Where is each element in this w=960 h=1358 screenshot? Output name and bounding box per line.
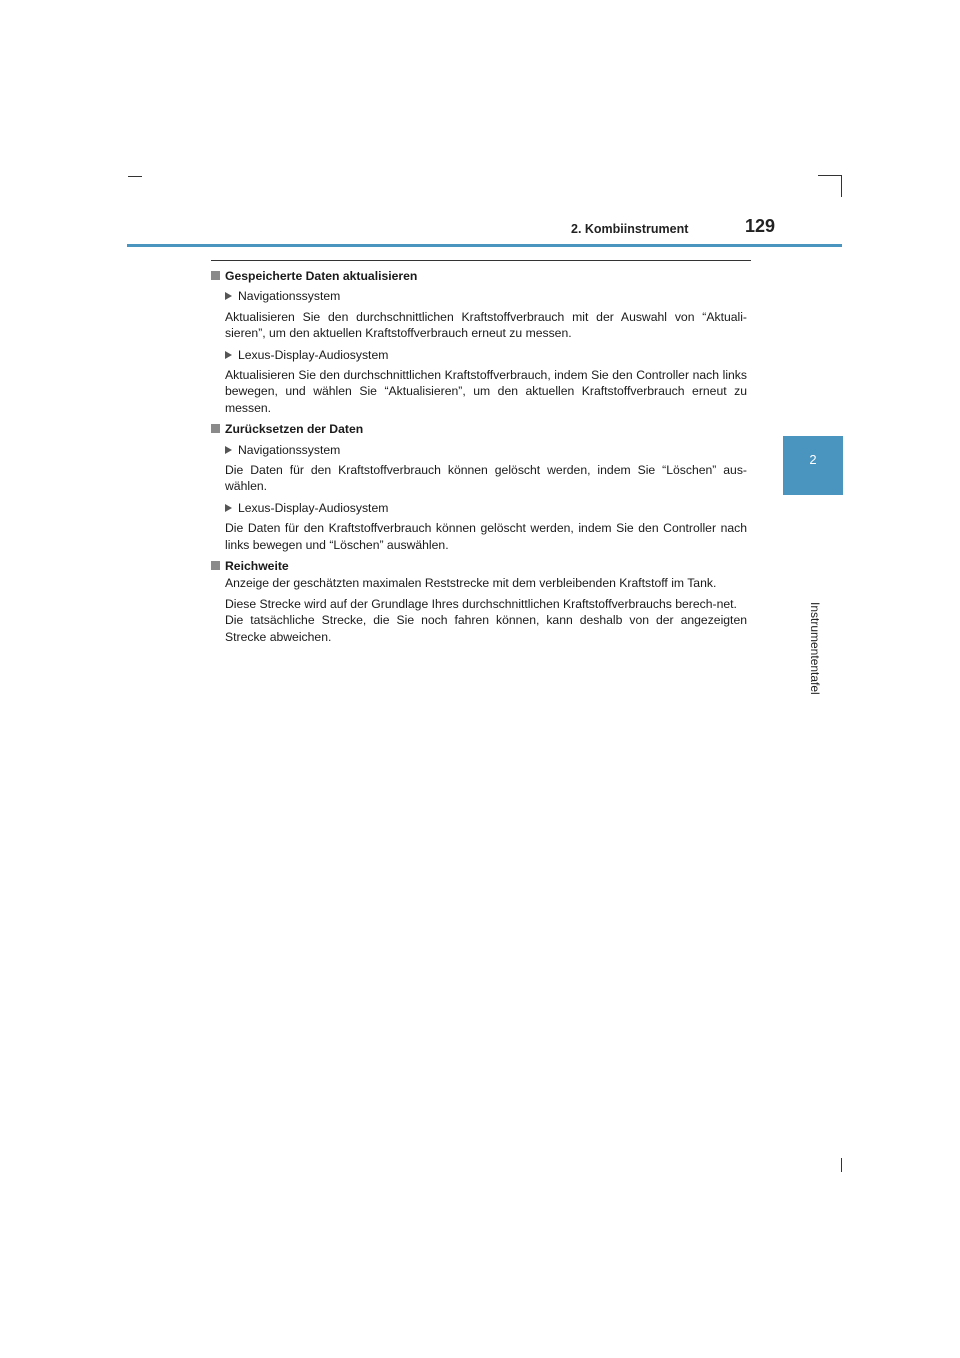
subheading-text: Lexus-Display-Audiosystem	[238, 500, 389, 515]
paragraph: Diese Strecke wird auf der Grundlage Ihres durchschnittlichen Kraftstoffverbrauchs berech-net.	[225, 596, 737, 611]
paragraph: Aktualisieren Sie den durchschnittlichen Kraftstoffverbrauch mit der Auswahl von “Aktuali-sieren”, um den aktuellen Kraftstoffverbrauch erneut zu messen.	[225, 309, 747, 341]
square-bullet-icon	[211, 424, 220, 433]
section-heading	[211, 558, 747, 574]
square-bullet-icon	[211, 271, 220, 280]
triangle-bullet-icon	[225, 351, 232, 359]
paragraph: Die Daten für den Kraftstoffverbrauch können gelöscht werden, indem Sie “Löschen” aus-wählen.	[225, 463, 747, 494]
paragraph: Aktualisieren Sie den durchschnittlichen Kraftstoffverbrauch, indem Sie den Controller nach links bewegen, und wählen Sie “Aktualisieren”, um den aktuellen Kraftstoffverbrauch erneut zu messen.	[225, 368, 747, 415]
section-heading	[211, 268, 747, 284]
subheading-text: Navigationssystem	[238, 442, 341, 457]
subheading-lexus-display	[225, 500, 747, 516]
crop-mark-top-left	[128, 176, 142, 177]
content-top-rule	[211, 260, 751, 261]
header-rule	[127, 244, 842, 247]
section-update-data	[211, 268, 747, 416]
crop-mark-top-right-v	[841, 175, 842, 197]
section-heading-text: Zurücksetzen der Daten	[225, 422, 364, 437]
subheading-lexus-display	[225, 347, 747, 363]
chapter-side-label	[786, 530, 846, 695]
subheading-text: Lexus-Display-Audiosystem	[238, 347, 389, 362]
paragraph: Die tatsächliche Strecke, die Sie noch fahren können, kann deshalb von der angezeigten Strecke abweichen.	[225, 613, 747, 644]
crop-mark-bottom-right	[841, 1158, 842, 1172]
chapter-tab	[783, 436, 843, 495]
chapter-tab-number: 2	[809, 452, 817, 467]
square-bullet-icon	[211, 561, 220, 570]
section-reset-data	[211, 421, 747, 553]
section-heading-text: Reichweite	[225, 559, 289, 574]
section-heading-text: Gespeicherte Daten aktualisieren	[225, 269, 418, 283]
subheading-navigation	[225, 288, 747, 304]
subheading-text: Navigationssystem	[238, 289, 341, 304]
paragraph: Anzeige der geschätzten maximalen Reststrecke mit dem verbleibenden Kraftstoff im Tank.	[225, 575, 717, 590]
triangle-bullet-icon	[225, 504, 232, 512]
paragraph: Die Daten für den Kraftstoffverbrauch können gelöscht werden, indem Sie den Controller nach links bewegen und “Löschen” auswählen.	[225, 521, 747, 552]
crop-mark-top-right-h	[818, 175, 842, 176]
section-heading	[211, 421, 747, 437]
triangle-bullet-icon	[225, 292, 232, 300]
page-content	[211, 268, 747, 650]
section-range	[211, 558, 747, 645]
chapter-title: 2. Kombiinstrument	[571, 222, 689, 236]
chapter-side-label-text: Instrumententafel	[808, 602, 822, 695]
page-number: 129	[745, 216, 776, 236]
subheading-navigation	[225, 442, 747, 458]
triangle-bullet-icon	[225, 446, 232, 454]
